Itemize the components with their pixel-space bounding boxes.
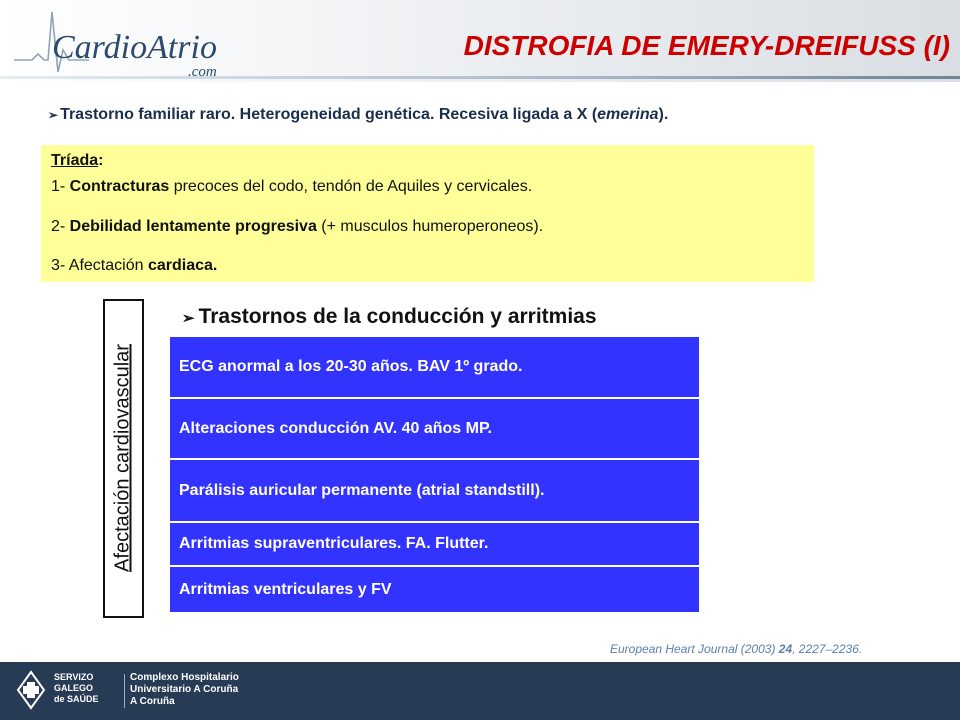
reference-volume: 24 xyxy=(778,642,793,656)
sergas-emblem-icon xyxy=(16,670,46,710)
logo-domain-text: .com xyxy=(188,64,217,80)
triad-heading-colon: : xyxy=(98,152,104,169)
footer-org-name xyxy=(54,672,99,705)
intro-line xyxy=(48,106,668,124)
slide-title: DISTROFIA DE EMERY-DREIFUSS (I) xyxy=(463,30,950,61)
triad-heading-row xyxy=(51,152,103,170)
reference-citation xyxy=(610,642,862,656)
conduction-item: Arritmias ventriculares y FV xyxy=(170,567,699,612)
intro-italic: emerina xyxy=(597,106,659,123)
footer-org-line: SERVIZO xyxy=(54,672,94,682)
footer-hospital-name xyxy=(130,672,239,708)
arrow-bullet-icon: ➢ xyxy=(182,310,195,327)
footer-hospital-line: Complexo Hospitalario xyxy=(130,672,239,683)
triad-item-prefix: 1- xyxy=(51,178,70,195)
conduction-title-text: Trastornos de la conducción y arritmias xyxy=(198,305,597,328)
conduction-item: Arritmias supraventriculares. FA. Flutter. xyxy=(170,523,699,565)
reference-text: European Heart Journal (2003) xyxy=(610,642,779,656)
reference-pages: , 2227–2236. xyxy=(792,642,863,656)
footer-org-line: de SAÚDE xyxy=(54,694,99,704)
triad-box xyxy=(41,145,814,282)
conduction-item: Parálisis auricular permanente (atrial standstill). xyxy=(170,460,699,521)
triad-item-rest: (+ musculos humeroperoneos). xyxy=(316,218,544,235)
conduction-item: ECG anormal a los 20-30 años. BAV 1º grado. xyxy=(170,337,699,397)
conduction-item: Alteraciones conducción AV. 40 años MP. xyxy=(170,399,699,458)
footer-org-line: GALEGO xyxy=(54,683,94,693)
cardioatrio-logo xyxy=(14,10,244,80)
triad-item-rest: precoces del codo, tendón de Aquiles y cervicales. xyxy=(169,178,533,195)
intro-text: Trastorno familiar raro. Heterogeneidad genética. Recesiva ligada a X ( xyxy=(60,106,598,123)
triad-heading: Tríada xyxy=(51,152,99,169)
triad-item-prefix: 3- Afectación xyxy=(51,257,148,274)
conduction-title xyxy=(182,305,597,329)
footer-divider xyxy=(124,674,125,708)
triad-item-bold: cardiaca. xyxy=(147,257,218,274)
footer-hospital-line: A Coruña xyxy=(130,696,175,707)
triad-item-prefix: 2- xyxy=(51,218,70,235)
side-label: Afectación cardiovascular xyxy=(111,344,134,572)
triad-item-bold: Contracturas xyxy=(69,178,170,195)
arrow-bullet-icon: ➢ xyxy=(48,108,59,122)
triad-item xyxy=(51,218,543,236)
logo-brand-text: CardioAtrio xyxy=(52,29,217,66)
footer-hospital-line: Universitario A Coruña xyxy=(130,684,239,695)
triad-item xyxy=(51,257,217,275)
triad-item-bold: Debilidad lentamente progresiva xyxy=(69,218,317,235)
triad-item xyxy=(51,178,532,196)
intro-end: ). xyxy=(658,106,669,123)
